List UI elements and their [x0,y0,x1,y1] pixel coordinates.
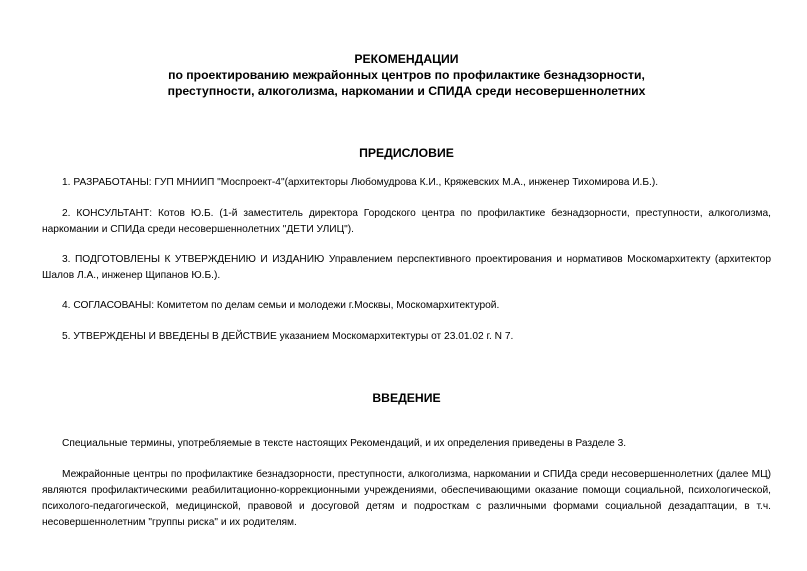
document-page [42,0,771,571]
document-title: РЕКОМЕНДАЦИИ [354,52,459,66]
introduction-paragraph-1: Специальные термины, употребляемые в тексте настоящих Рекомендаций, и их определения приведены в Разделе 3. [62,438,627,449]
foreword-item-4: 4. СОГЛАСОВАНЫ: Комитетом по делам семьи и молодежи г.Москвы, Москомархитектурой. [62,300,500,311]
introduction-paragraph-2: Межрайонные центры по профилактике безнадзорности, преступности, алкоголизма, наркомании и СПИДа среди несовершеннолетних (далее МЦ) являются профилактическими реабилитационно-коррекционными учреждениями, обеспечивающими оказание помощи социальной, психологической, психолого-педагогической, медицинской, правовой и досуговой детям и подросткам с различными формами социальной дезадаптации, в т.ч. несовершеннолетним "группы риска" и их родителям. [42,469,771,528]
foreword-item-2: 2. КОНСУЛЬТАНТ: Котов Ю.Б. (1-й заместитель директора Городского центра по профилактике безнадзорности, преступности, алкоголизма, наркомании и СПИДа среди несовершеннолетних "ДЕТИ УЛИЦ"). [42,208,771,235]
foreword-heading: ПРЕДИСЛОВИЕ [359,146,454,160]
foreword-item-5: 5. УТВЕРЖДЕНЫ И ВВЕДЕНЫ В ДЕЙСТВИЕ указанием Москомархитектуры от 23.01.02 г. N 7. [62,331,514,342]
document-subtitle-line-1: по проектированию межрайонных центров по профилактике безнадзорности, [168,68,645,82]
introduction-heading: ВВЕДЕНИЕ [372,391,441,405]
document-subtitle-line-2: преступности, алкоголизма, наркомании и СПИДА среди несовершеннолетних [167,84,646,98]
foreword-item-3: 3. ПОДГОТОВЛЕНЫ К УТВЕРЖДЕНИЮ И ИЗДАНИЮ Управлением перспективного проектирования и нормативов Москомархитекту (архитектор Шалов Л.А., инженер Щипанов Ю.Б.). [42,254,771,281]
foreword-item-1: 1. РАЗРАБОТАНЫ: ГУП МНИИП "Моспроект-4"(архитекторы Любомудрова К.И., Кряжевских М.А., инженер Тихомирова И.Б.). [62,177,659,188]
document-title-block [42,51,771,99]
